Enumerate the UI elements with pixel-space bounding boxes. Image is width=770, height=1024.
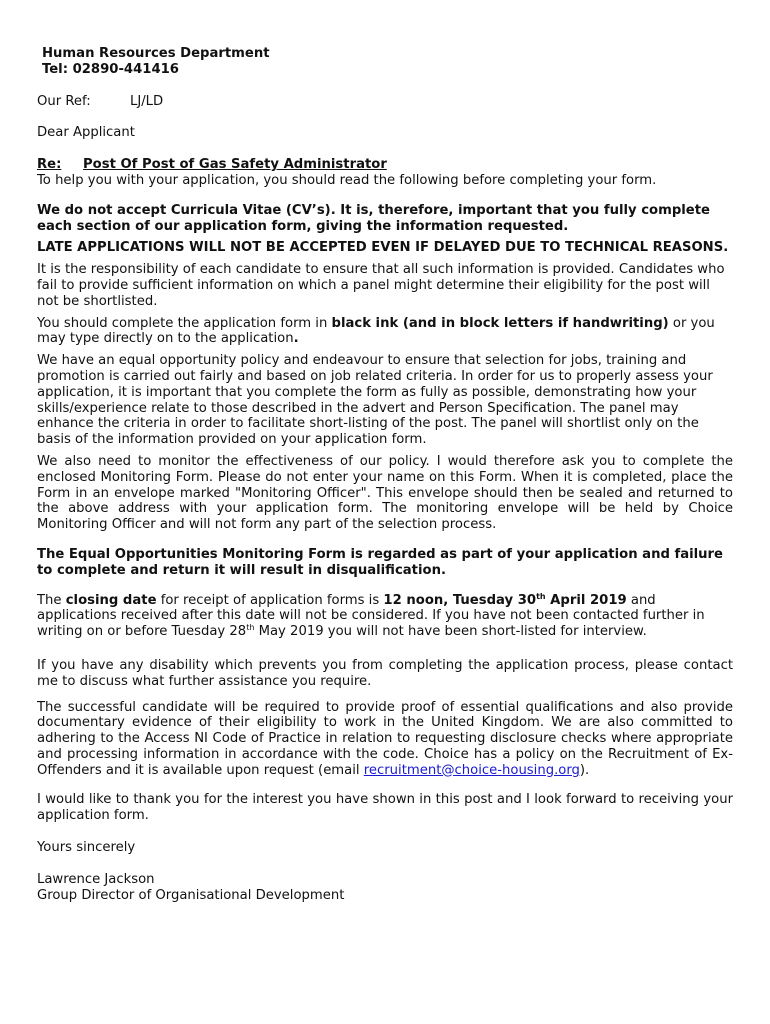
closing-deadline-suffix: th [536,591,546,601]
closing-text-1: The [37,592,66,608]
reference-line [37,94,733,110]
closing-deadline [383,593,626,608]
ink-paragraph [37,316,733,348]
intro-paragraph: To help you with your application, you should read the following before completing your form. [37,172,657,188]
qualifications-paragraph [37,700,733,779]
letter [37,46,733,903]
subject-line [37,157,733,173]
recruitment-email-link[interactable]: recruitment@choice-housing.org [363,762,580,778]
salutation: Dear Applicant [37,125,135,141]
disability-paragraph: If you have any disability which prevents you from completing the application process, please contact me to discuss what further assistance you require. [37,657,733,689]
ink-text-bold: black ink (and in block letters if handwriting) [331,315,669,331]
qualifications-end: ). [579,762,590,778]
closing-date-paragraph [37,593,733,640]
subject-title: Post Of Post of Gas Safety Administrator [83,157,387,173]
ink-text-post: or you may type directly on to the application [37,315,715,347]
signatory-name: Lawrence Jackson [37,871,155,887]
responsibility-paragraph: It is the responsibility of each candidate to ensure that all such information is provided. Candidates who fail to provide sufficient information on which a panel might determine their eligibility for the post will not be shortlisted. [37,262,725,309]
closing-deadline-month: April 2019 [545,592,627,608]
department-heading: Human Resources Department [42,46,270,61]
closing-phrase: Yours sincerely [37,840,136,856]
closing-deadline-day: 12 noon, Tuesday 30 [383,592,537,608]
ink-text-end: . [293,331,299,347]
ink-text-pre: You should complete the application form in [37,315,332,331]
closing-text-3: and applications received after this date will not be considered. If you have not been contacted further in writing on or before Tuesday 28 [37,592,705,640]
reference-label: Our Ref: [37,93,91,109]
cv-notice: We do not accept Curricula Vitae (CV’s). It is, therefore, important that you fully complete each section of our application form, giving the information requested. [37,202,710,234]
subject-label: Re: [37,157,62,173]
telephone: Tel: 02890-441416 [42,61,179,77]
equal-opportunity-paragraph: We have an equal opportunity policy and endeavour to ensure that selection for jobs, training and promotion is carried out fairly and based on job related criteria. In order for us to properly assess your application, it is important that you complete the form as fully as possible, demonstrating how your skills/experience relate to those described in the advert and Person Specification. The panel may enhance the criteria in order to facilitate short-listing of the post. The panel will shortlist only on the basis of the information provided on your application form. [37,353,713,448]
closing-date-label: closing date [65,592,157,608]
monitoring-paragraph: We also need to monitor the effectiveness of our policy. I would therefore ask you to complete the enclosed Monitoring Form. Please do not enter your name on this Form. When it is completed, place the Form in an envelope marked "Monitoring Officer". This envelope should then be sealed and returned to the above address with your application form. The monitoring envelope will be held by Choice Monitoring Officer and will not form any part of the selection process. [37,453,733,533]
monitoring-warning: The Equal Opportunities Monitoring Form is regarded as part of your application and failure to complete and return it will result in disqualification. [37,546,724,578]
qualifications-text: The successful candidate will be required to provide proof of essential qualifications and also provide documentary evidence of their eligibility to work in the United Kingdom. We are also committed to adhering to the Access NI Code of Practice in relation to requesting disclosure checks where appropriate and processing information in accordance with the code. Choice has a policy on the Recruitment of Ex-Offenders and it is available upon request (email [37,699,733,778]
closing-text-4: May 2019 you will not have been short-listed for interview. [254,624,647,640]
closing-text-2: for receipt of application forms is [156,592,384,608]
thanks-paragraph: I would like to thank you for the interest you have shown in this post and I look forward to receiving your application form. [37,792,733,824]
late-applications-notice: LATE APPLICATIONS WILL NOT BE ACCEPTED EVEN IF DELAYED DUE TO TECHNICAL REASONS. [37,240,729,256]
shortlist-date-suffix: th [246,623,255,633]
signatory-title: Group Director of Organisational Development [37,887,345,903]
reference-value: LJ/LD [130,93,164,109]
